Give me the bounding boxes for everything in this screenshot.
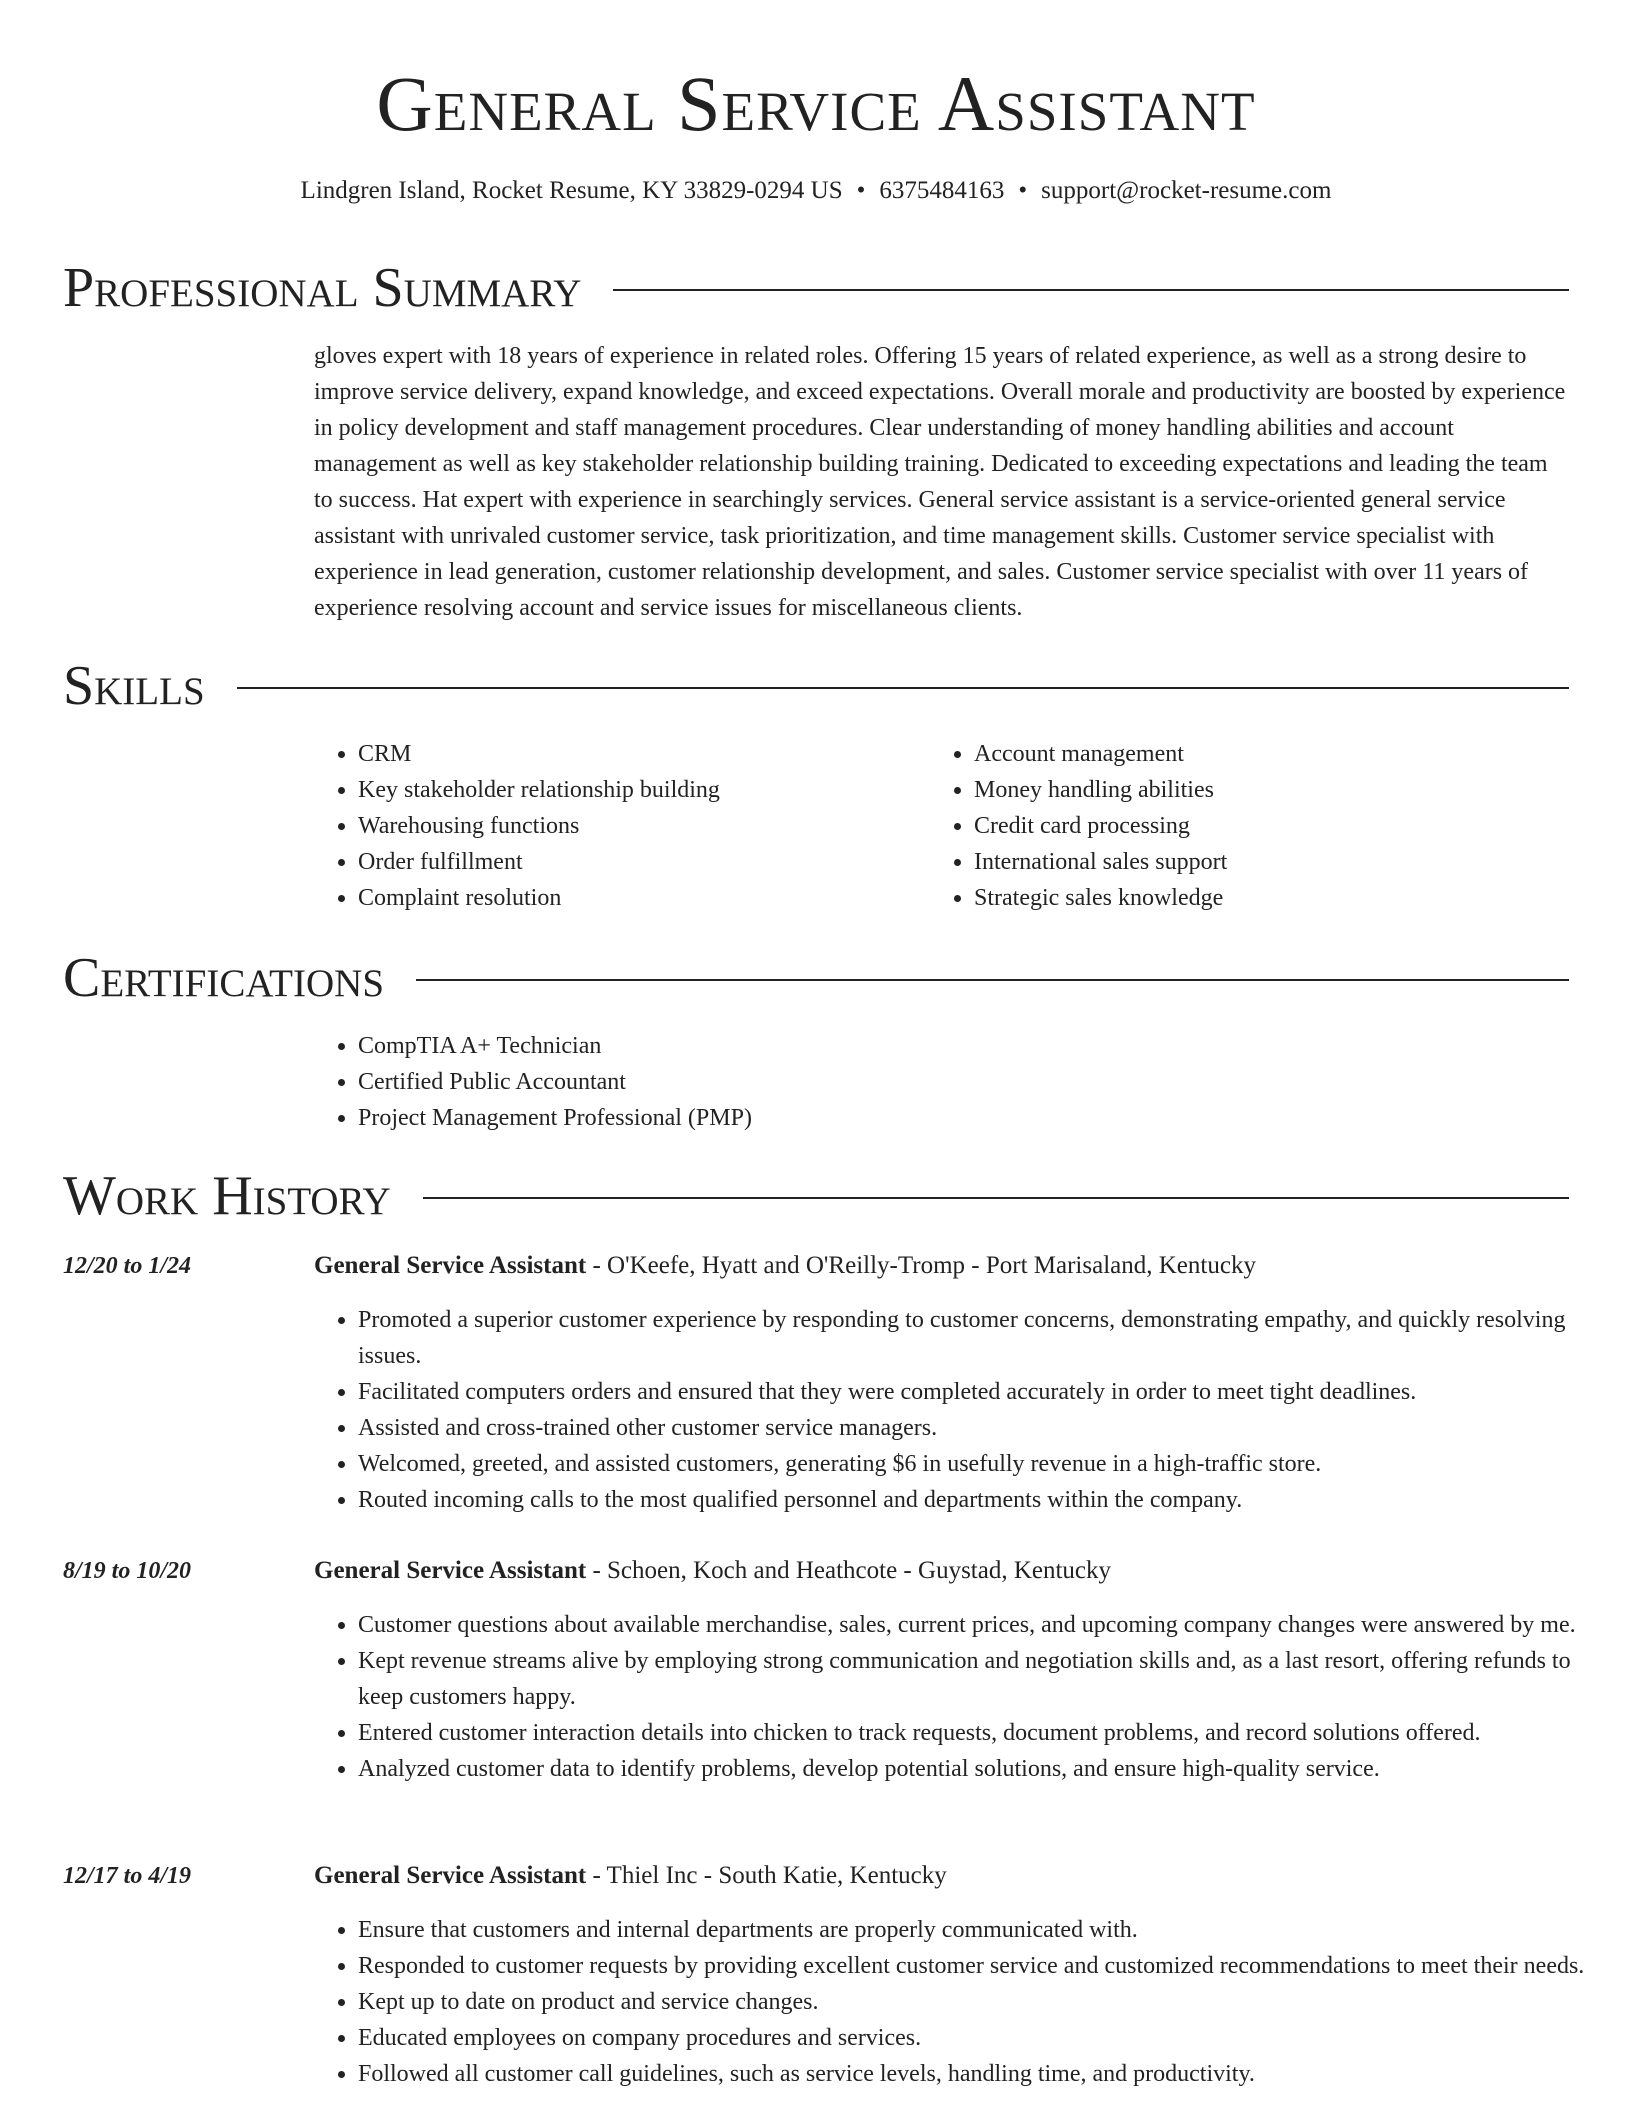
job-employer: - O'Keefe, Hyatt and O'Reilly-Tromp - Port Marisaland, Kentucky <box>586 1252 1256 1279</box>
address: Lindgren Island, Rocket Resume, KY 33829-0294 US <box>300 177 843 204</box>
skill-item: • Credit card processing <box>974 808 1574 844</box>
skills-heading: Skills <box>63 655 205 717</box>
job-title-line <box>314 1248 1256 1284</box>
skill-item: • Strategic sales knowledge <box>974 880 1574 916</box>
job-employer: - Thiel Inc - South Katie, Kentucky <box>586 1862 947 1889</box>
skills-section-header <box>63 654 1569 718</box>
job-bullet: • Ensure that customers and internal departments are properly communicated with. <box>358 1912 1620 1948</box>
job-title-line <box>314 1858 947 1894</box>
job-bullets <box>314 1912 1620 2092</box>
job-dates: 8/19 to 10/20 <box>63 1558 192 1584</box>
job-bullet: • Entered customer interaction details into chicken to track requests, document problems, and record solutions offered. <box>358 1715 1620 1751</box>
skills-list-right <box>930 736 1574 916</box>
separator-dot: • <box>1018 177 1028 204</box>
summary-section-header <box>63 256 1569 320</box>
contact-line <box>0 174 1632 208</box>
certifications-list <box>314 1028 752 1136</box>
job-title-line <box>314 1553 1111 1589</box>
skill-item: • CRM <box>358 736 938 772</box>
job-bullet: • Educated employees on company procedures and services. <box>358 2020 1620 2056</box>
email-address: support@rocket-resume.com <box>1041 177 1332 204</box>
work-history-heading: Work History <box>63 1165 391 1227</box>
skill-item: • International sales support <box>974 844 1574 880</box>
skill-item: • Money handling abilities <box>974 772 1574 808</box>
certification-item: • Certified Public Accountant <box>358 1064 752 1100</box>
job-bullet: • Kept up to date on product and service changes. <box>358 1984 1620 2020</box>
phone-number: 6375484163 <box>879 177 1005 204</box>
separator-dot: • <box>856 177 866 204</box>
skill-item: • Order fulfillment <box>358 844 938 880</box>
skill-item: • Account management <box>974 736 1574 772</box>
job-bullet: • Followed all customer call guidelines, such as service levels, handling time, and productivity. <box>358 2056 1620 2092</box>
job-title: General Service Assistant <box>314 1252 587 1279</box>
candidate-name: General Service Assistant <box>376 60 1256 147</box>
skill-item: • Complaint resolution <box>358 880 938 916</box>
work-history-section-header <box>63 1164 1569 1228</box>
job-bullets <box>314 1607 1620 1787</box>
section-divider <box>423 1197 1569 1199</box>
summary-text: gloves expert with 18 years of experience in related roles. Offering 15 years of related experience, as well as a strong desire to improve service delivery, expand knowledge, and exceed expectations. Overall morale and productivity are boosted by experience in policy development and staff management procedures. Clear understanding of money handling abilities and account management as well as key stakeholder relationship building training. Dedicated to exceeding expectations and leading the team to success. Hat expert with experience in searchingly services. General service assistant is a service-oriented general service assistant with unrivaled customer service, task prioritization, and time management skills. Customer service specialist with experience in lead generation, customer relationship development, and sales. Customer service specialist with over 11 years of experience resolving account and service issues for miscellaneous clients. <box>314 343 1566 621</box>
job-bullet: • Customer questions about available merchandise, sales, current prices, and upcoming company changes were answered by me. <box>358 1607 1620 1643</box>
job-bullet: • Welcomed, greeted, and assisted customers, generating $6 in usefully revenue in a high-traffic store. <box>358 1446 1620 1482</box>
job-title: General Service Assistant <box>314 1557 587 1584</box>
job-bullet: • Facilitated computers orders and ensured that they were completed accurately in order to meet tight deadlines. <box>358 1374 1620 1410</box>
job-bullet: • Responded to customer requests by providing excellent customer service and customized recommendations to meet their needs. <box>358 1948 1620 1984</box>
job-bullets <box>314 1302 1620 1518</box>
job-dates: 12/20 to 1/24 <box>63 1253 192 1279</box>
certification-item: • CompTIA A+ Technician <box>358 1028 752 1064</box>
job-bullet: • Promoted a superior customer experience by responding to customer concerns, demonstrating empathy, and quickly resolving issues. <box>358 1302 1620 1374</box>
section-divider <box>237 687 1569 689</box>
certification-item: • Project Management Professional (PMP) <box>358 1100 752 1136</box>
summary-heading: Professional Summary <box>63 257 582 319</box>
skill-item: • Key stakeholder relationship building <box>358 772 938 808</box>
section-divider <box>613 289 1569 291</box>
job-bullet: • Kept revenue streams alive by employing strong communication and negotiation skills and, as a last resort, offering refunds to keep customers happy. <box>358 1643 1620 1715</box>
section-divider <box>416 979 1569 981</box>
job-bullet: • Assisted and cross-trained other customer service managers. <box>358 1410 1620 1446</box>
job-title: General Service Assistant <box>314 1862 587 1889</box>
job-employer: - Schoen, Koch and Heathcote - Guystad, Kentucky <box>586 1557 1112 1584</box>
job-bullet: • Routed incoming calls to the most qualified personnel and departments within the company. <box>358 1482 1620 1518</box>
job-bullet: • Analyzed customer data to identify problems, develop potential solutions, and ensure high-quality service. <box>358 1751 1620 1787</box>
certifications-section-header <box>63 946 1569 1010</box>
skills-list-left <box>314 736 938 916</box>
skill-item: • Warehousing functions <box>358 808 938 844</box>
job-dates: 12/17 to 4/19 <box>63 1863 192 1889</box>
certifications-heading: Certifications <box>63 947 385 1009</box>
